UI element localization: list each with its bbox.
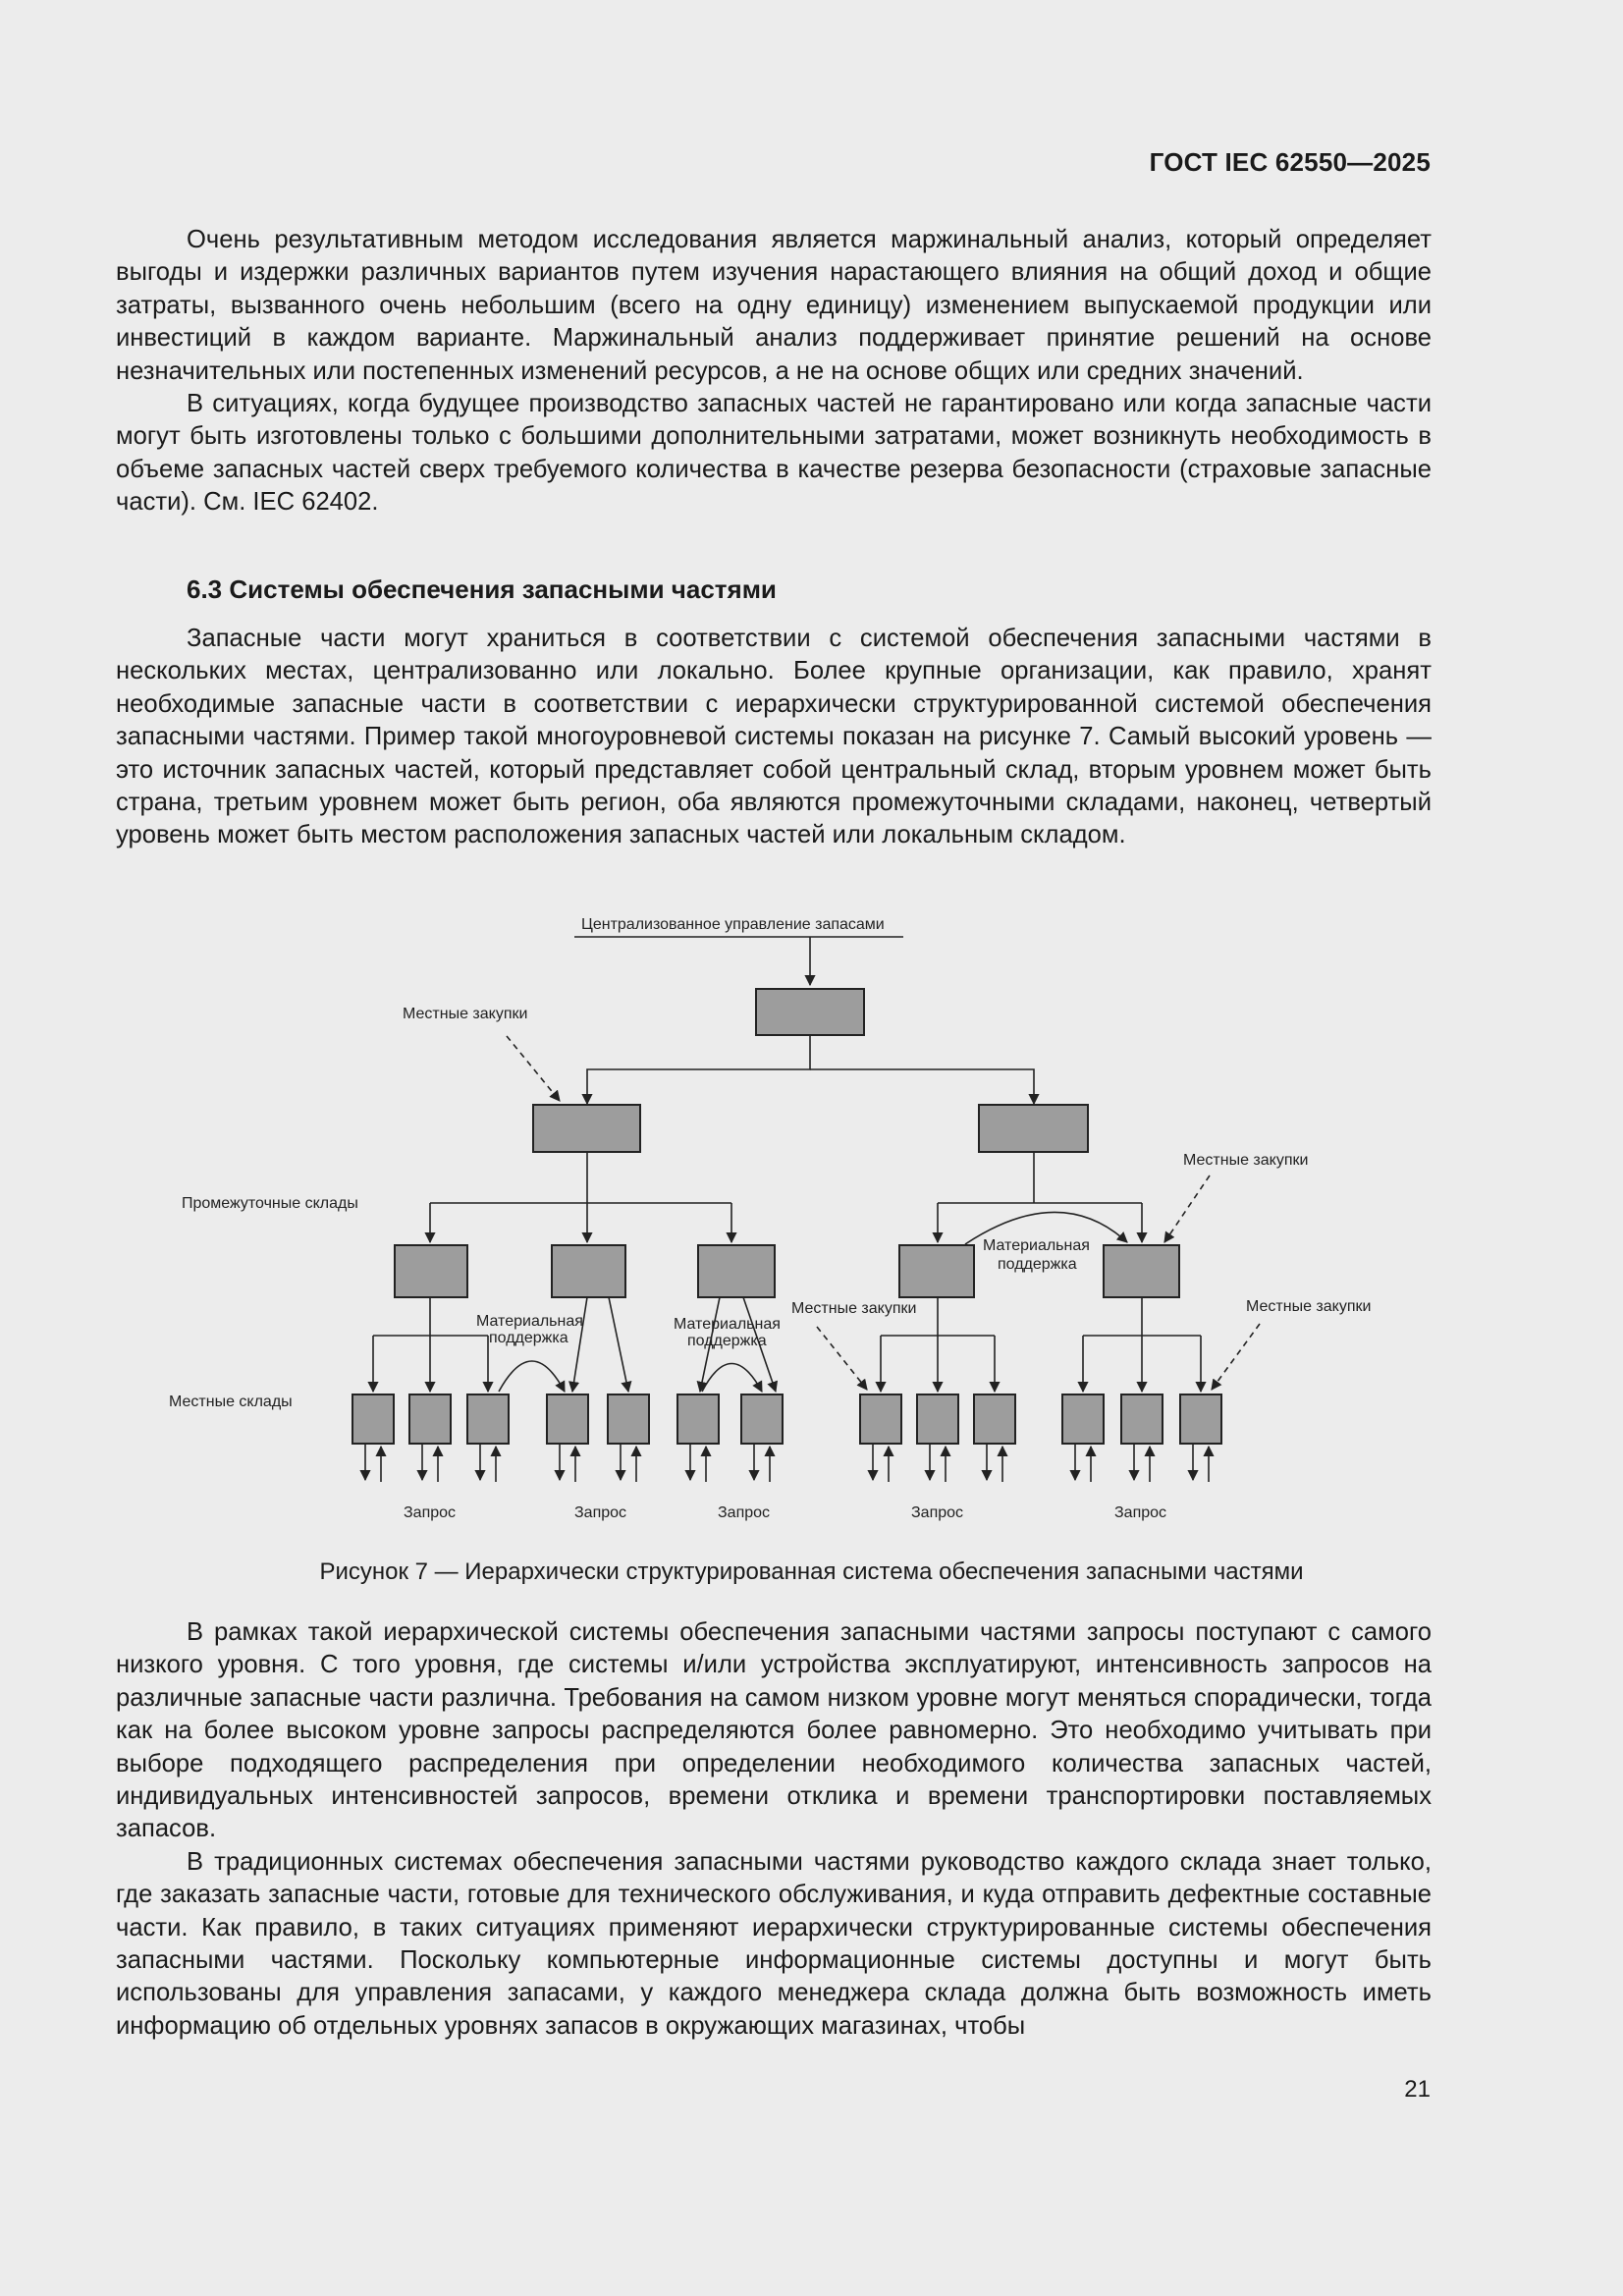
local-warehouse-box bbox=[1180, 1394, 1221, 1444]
text-block-bottom bbox=[116, 1616, 1432, 2043]
local-warehouse-box bbox=[677, 1394, 719, 1444]
paragraph: В рамках такой иерархической системы обеспечения запасными частями запросы поступают с самого низкого уровня. С того уровня, где системы и/или устройства эксплуатируют, интенсивность запросов на различные запасные части различна. Требования на самом низком уровне могут меняться спорадически, тогда как на более высоком уровне запросы распределяются более равномерно. Это необходимо учитывать при выборе подходящего распределения при определении необходимого количества запасных частей, индивидуальных интенсивностей запросов, времени отклика и времени транспортировки поставляемых запасов. bbox=[116, 1618, 1432, 1843]
paragraph: Запасные части могут храниться в соответствии с системой обеспечения запасными частями в нескольких местах, централизованно или локально. Более крупные организации, как правило, хранят необходимые запасные части в соответствии с иерархически структурированной системой обеспечения запасными частями. Пример такой многоуровневой системы показан на рисунке 7. Самый высокий уровень — это источник запасных частей, который представляет собой центральный склад, вторым уровнем может быть страна, третьим уровнем может быть регион, оба являются промежуточными складами, наконец, четвертый уровень может быть местом расположения запасных частей или локальным складом. bbox=[116, 625, 1432, 849]
material-support-label: Материальная bbox=[983, 1237, 1090, 1254]
request-label: Запрос bbox=[911, 1504, 964, 1521]
intermediate-warehouses-label: Промежуточные склады bbox=[182, 1195, 358, 1212]
figure-caption: Рисунок 7 — Иерархически структурированная система обеспечения запасными частями bbox=[319, 1558, 1304, 1585]
local-warehouse-box bbox=[741, 1394, 783, 1444]
text-block-top bbox=[116, 224, 1432, 519]
connector bbox=[572, 1297, 587, 1392]
local-warehouse-boxes bbox=[352, 1394, 1221, 1482]
material-support-label: Материальная bbox=[674, 1316, 781, 1333]
paragraph: В традиционных системах обеспечения запасными частями руководство каждого склада знает только, где заказать запасные части, готовые для технического обслуживания, и куда отправить дефектные составные части. Как правило, в таких ситуациях применяют иерархически структурированные системы обеспечения запасными частями. Поскольку компьютерные информационные системы доступны и могут быть использованы для управления запасами, у каждого менеджера склада должна быть возможность иметь информацию об отдельных уровнях запасов в окружающих магазинах, чтобы bbox=[116, 1847, 1432, 2040]
regional-warehouse-box bbox=[1104, 1245, 1179, 1297]
local-purchases-label: Местные закупки bbox=[1183, 1152, 1309, 1169]
local-warehouse-box bbox=[917, 1394, 958, 1444]
local-warehouse-box bbox=[352, 1394, 394, 1444]
central-warehouse-box bbox=[756, 989, 864, 1035]
request-label: Запрос bbox=[404, 1504, 457, 1521]
regional-warehouse-box bbox=[698, 1245, 775, 1297]
material-support-label: поддержка bbox=[687, 1333, 767, 1349]
local-purchase-arrow bbox=[1164, 1175, 1210, 1242]
local-purchases-label: Местные закупки bbox=[1246, 1298, 1372, 1315]
local-warehouse-box bbox=[547, 1394, 588, 1444]
local-purchase-arrow bbox=[507, 1036, 560, 1101]
local-warehouse-box bbox=[974, 1394, 1015, 1444]
section-heading: 6.3 Системы обеспечения запасными частями bbox=[187, 574, 777, 604]
country-warehouse-box-right bbox=[979, 1105, 1088, 1152]
connector bbox=[609, 1297, 628, 1392]
local-purchases-label: Местные закупки bbox=[403, 1006, 528, 1022]
local-warehouse-box bbox=[409, 1394, 451, 1444]
request-label: Запрос bbox=[1114, 1504, 1167, 1521]
local-warehouses-label: Местные склады bbox=[169, 1394, 293, 1410]
material-support-label: поддержка bbox=[998, 1256, 1077, 1273]
local-warehouse-box bbox=[1121, 1394, 1163, 1444]
request-label: Запрос bbox=[718, 1504, 771, 1521]
hierarchy-diagram bbox=[0, 899, 1623, 1537]
standard-header: ГОСТ IEC 62550—2025 bbox=[1149, 147, 1431, 177]
local-purchases-label: Местные закупки bbox=[791, 1300, 917, 1317]
text-block-mid bbox=[116, 623, 1432, 852]
material-support-arc bbox=[499, 1361, 565, 1392]
regional-warehouse-box bbox=[552, 1245, 625, 1297]
connector bbox=[587, 1035, 810, 1104]
country-warehouse-box-left bbox=[533, 1105, 640, 1152]
local-purchase-arrow bbox=[1212, 1324, 1260, 1390]
page-number: 21 bbox=[1404, 2076, 1431, 2103]
material-support-label: поддержка bbox=[489, 1330, 568, 1346]
central-management-label: Централизованное управление запасами bbox=[581, 916, 885, 933]
regional-warehouse-box bbox=[899, 1245, 974, 1297]
local-purchase-arrow bbox=[817, 1327, 867, 1390]
request-label: Запрос bbox=[574, 1504, 627, 1521]
connector bbox=[810, 1069, 1034, 1104]
figure-7 bbox=[0, 899, 1623, 1537]
local-warehouse-box bbox=[608, 1394, 649, 1444]
regional-warehouse-box bbox=[395, 1245, 467, 1297]
material-support-label: Материальная bbox=[476, 1313, 583, 1330]
local-warehouse-box bbox=[860, 1394, 901, 1444]
material-support-arc bbox=[702, 1364, 762, 1393]
local-warehouse-box bbox=[467, 1394, 509, 1444]
paragraph: В ситуациях, когда будущее производство запасных частей не гарантировано или когда запасные части могут быть изготовлены только с большими дополнительными затратами, может возникнуть необходимость в объеме запасных частей сверх требуемого количества в качестве резерва безопасности (страховые запасные части). См. IEC 62402. bbox=[116, 390, 1432, 517]
local-warehouse-box bbox=[1062, 1394, 1104, 1444]
paragraph: Очень результативным методом исследования является маржинальный анализ, который определяет выгоды и издержки различных вариантов путем изучения нарастающего влияния на общий доход и общие затраты, вызванного очень небольшим (всего на одну единицу) изменением выпускаемой продукции или инвестиций в каждом варианте. Маржинальный анализ поддерживает принятие решений на основе незначительных или постепенных изменений ресурсов, а не на основе общих или средних значений. bbox=[116, 226, 1432, 385]
